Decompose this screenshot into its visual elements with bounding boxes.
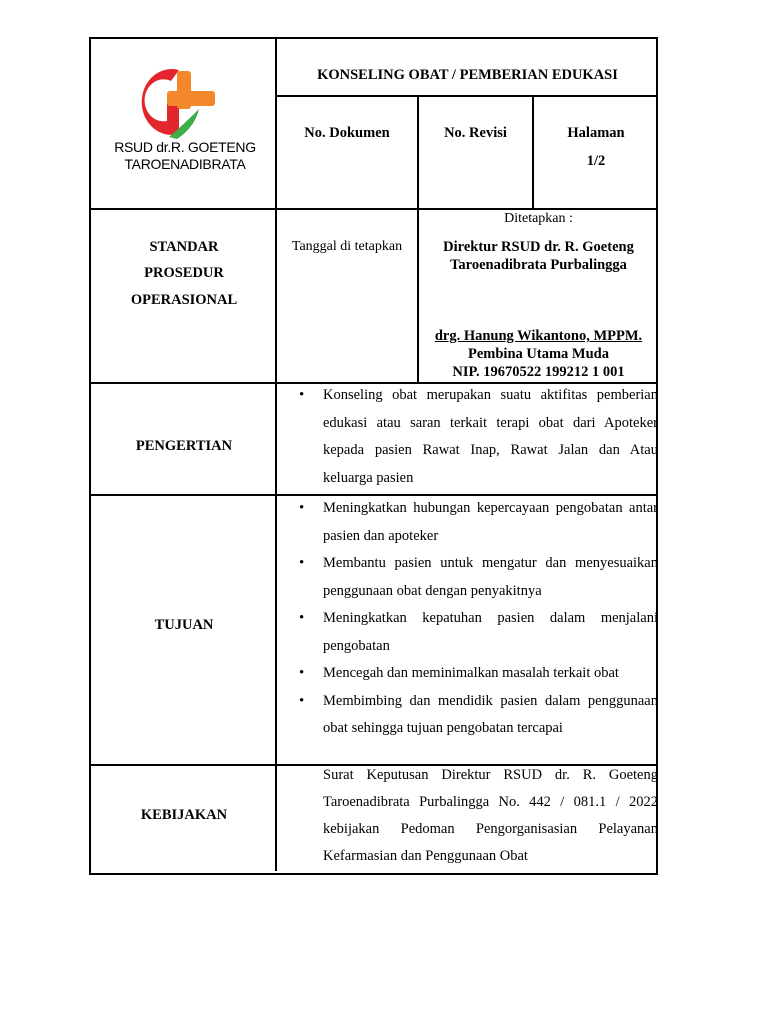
hospital-name-line1: RSUD dr.R. GOETENG: [114, 139, 256, 155]
divider-vertical-revision: [532, 95, 534, 209]
sop-label-line2: PROSEDUR: [144, 265, 224, 281]
document-number-label: No. Dokumen: [304, 125, 390, 141]
signer-name: drg. Hanung Wikantono, MPPM.: [434, 328, 643, 344]
hospital-name-line2: TAROENADIBRATA: [124, 156, 246, 172]
divider-header-title: [277, 95, 658, 97]
list-item: • Meningkatkan hubungan kepercayaan pengobatan antar pasien dan apoteker: [277, 495, 658, 550]
tujuan-label: TUJUAN: [154, 617, 214, 633]
pengertian-label: PENGERTIAN: [135, 438, 233, 454]
signer-rank: Pembina Utama Muda: [468, 346, 609, 362]
kebijakan-text: Surat Keputusan Direktur RSUD dr. R. Goeteng Taroenadibrata Purbalingga No. 442 / 081.1 / 2022 kebijakan Pedoman Pengorganisasian Pelayanan Kefarmasian dan Penggunaan Obat: [323, 767, 658, 864]
list-item: • Membantu pasien untuk mengatur dan menyesuaikan penggunaan obat dengan penyakitnya: [277, 550, 658, 605]
date-set-label: Tanggal di tetapkan: [291, 239, 403, 254]
page-value: 1/2: [586, 153, 606, 169]
signer-nip: NIP. 19670522 199212 1 001: [452, 364, 625, 380]
list-item: • Meningkatkan kepatuhan pasien dalam menjalani pengobatan: [277, 605, 658, 660]
hospital-logo: [91, 39, 277, 210]
sop-label-line1: STANDAR: [149, 239, 219, 255]
list-item: • Konseling obat merupakan suatu aktifitas pemberian edukasi atau saran terkait terapi obat dari Apoteker kepada pasien Rawat Inap, Rawat Jalan dan Atau keluarga pasien: [277, 382, 658, 492]
set-by-label: Ditetapkan :: [504, 211, 573, 226]
sop-document-table: [89, 37, 658, 875]
document-title: KONSELING OBAT / PEMBERIAN EDUKASI: [317, 67, 618, 83]
page-label: Halaman: [567, 125, 625, 141]
director-line2: Taroenadibrata Purbalingga: [450, 257, 627, 273]
list-item: • Membimbing dan mendidik pasien dalam penggunaan obat sehingga tujuan pengobatan tercapai: [277, 688, 658, 743]
tujuan-content: [277, 495, 658, 743]
pengertian-list: [277, 382, 658, 492]
kebijakan-label: KEBIJAKAN: [140, 807, 228, 823]
pengertian-content: [277, 382, 658, 492]
hospital-logo-icon: [91, 39, 277, 210]
revision-number-label: No. Revisi: [444, 125, 507, 141]
director-line1: Direktur RSUD dr. R. Goeteng: [443, 239, 634, 255]
sop-label-line3: OPERASIONAL: [130, 292, 238, 308]
tujuan-list: [277, 495, 658, 743]
list-item: • Mencegah dan meminimalkan masalah terkait obat: [277, 660, 658, 688]
